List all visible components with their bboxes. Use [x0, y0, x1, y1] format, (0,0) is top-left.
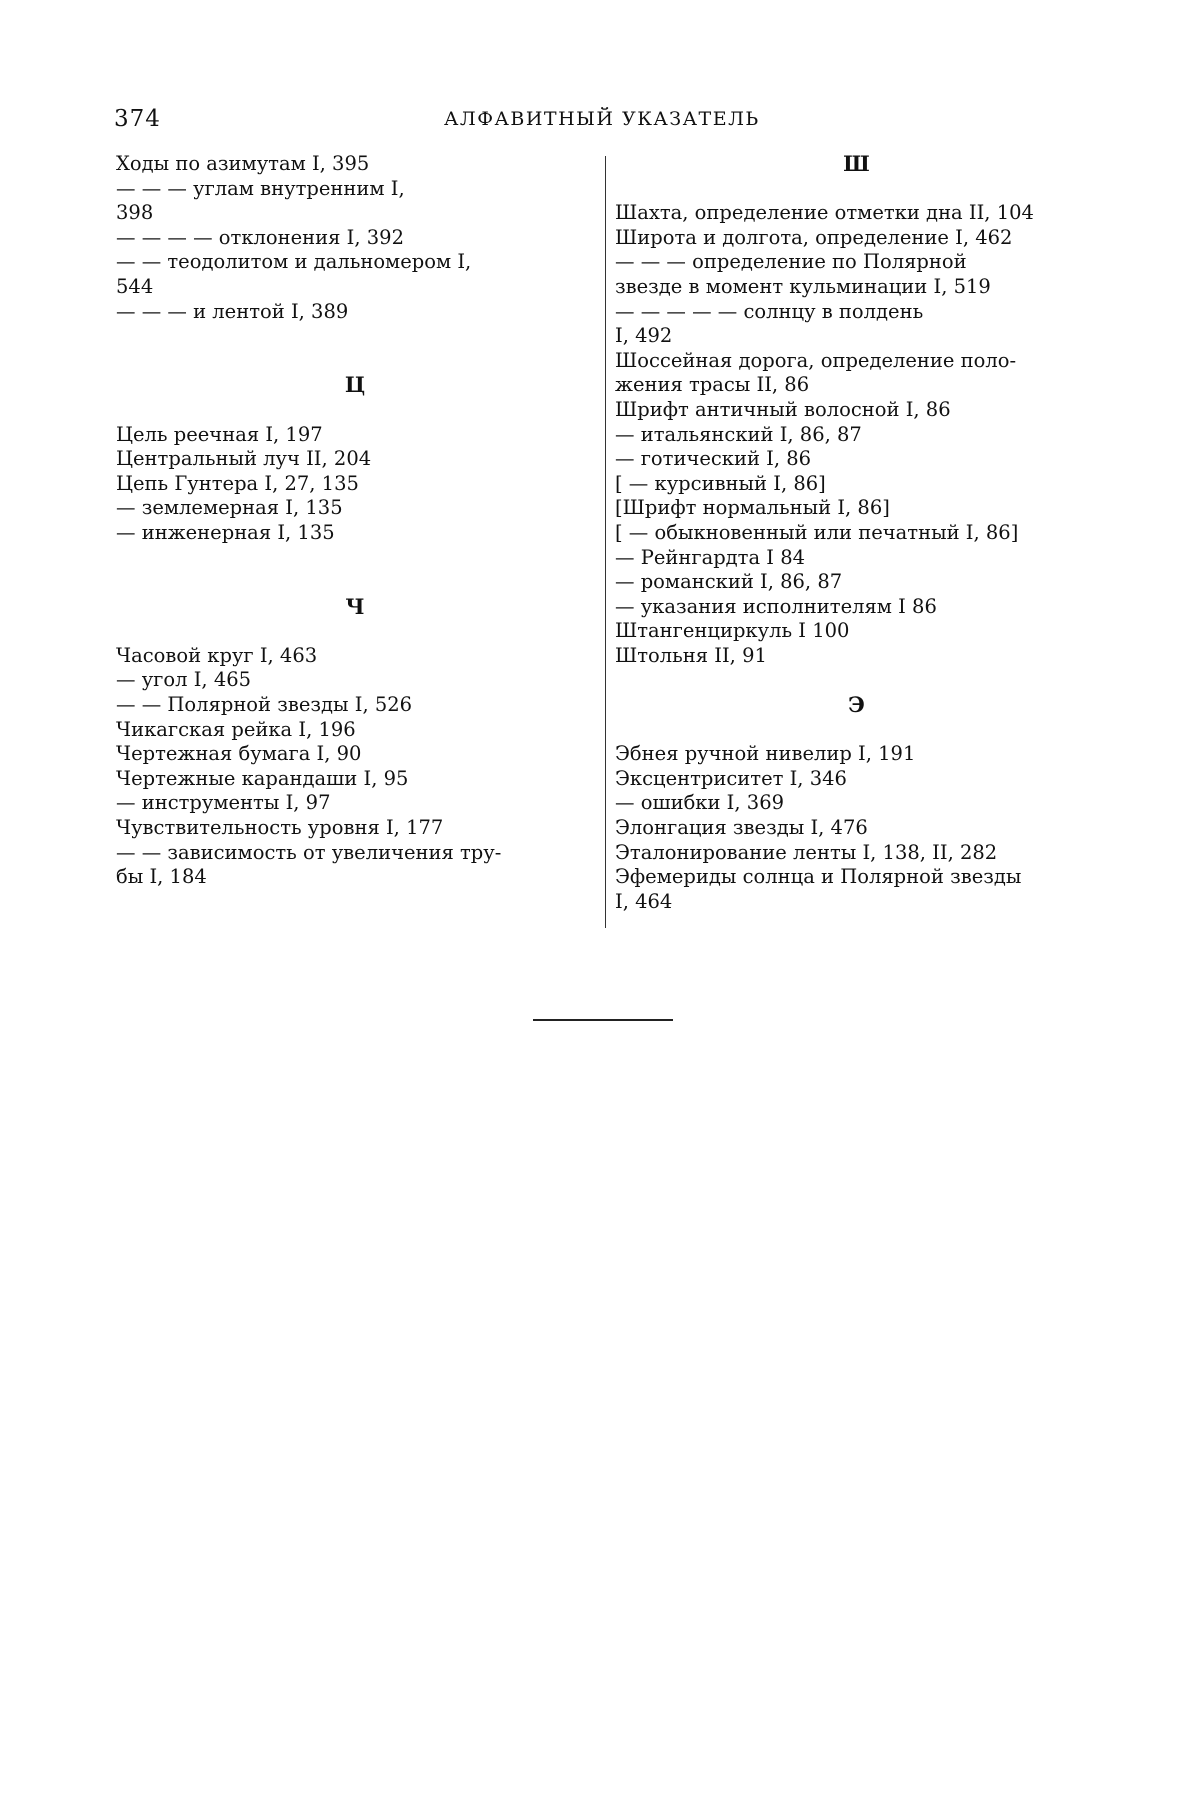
- index-entry: — угол I, 465: [116, 668, 252, 692]
- spacer: [116, 324, 594, 349]
- index-entry: Широта и долгота, определение I, 462: [615, 225, 1013, 249]
- section-letter: Ч: [345, 593, 365, 619]
- index-entry: Часовой круг I, 463: [116, 643, 318, 667]
- index-entry: 398: [116, 201, 154, 225]
- index-entry: I, 492: [615, 324, 673, 348]
- index-entry: звезде в момент кульминации I, 519: [615, 274, 991, 298]
- index-entry: I, 464: [615, 889, 673, 913]
- index-entry: Цепь Гунтера I, 27, 135: [116, 471, 359, 495]
- index-entry: [ — курсивный I, 86]: [615, 471, 826, 495]
- index-entry: — — — и лентой I, 389: [116, 299, 349, 323]
- index-entry: Чикагская рейка I, 196: [116, 717, 356, 741]
- index-entry: — — теодолитом и дальномером I,: [116, 250, 472, 274]
- spacer: [116, 398, 594, 423]
- index-entry: бы I, 184: [116, 865, 207, 889]
- column-divider: [605, 156, 606, 928]
- index-entry: Ходы по азимутам I, 395: [116, 152, 370, 175]
- index-entry: — ошибки I, 369: [615, 791, 785, 815]
- index-entry: жения трасы II, 86: [615, 373, 810, 397]
- page-number: 374: [114, 106, 161, 132]
- index-entry: Штангенциркуль I 100: [615, 619, 850, 643]
- index-entry: Шахта, определение отметки дна II, 104: [615, 201, 1034, 225]
- index-entry: — романский I, 86, 87: [615, 570, 843, 594]
- index-entry: Шрифт античный волосной I, 86: [615, 397, 951, 421]
- spacer: [615, 668, 1098, 693]
- section-letter: Ш: [843, 151, 870, 176]
- index-entry: Чертежные карандаши I, 95: [116, 766, 409, 790]
- index-entry: [Шрифт нормальный I, 86]: [615, 496, 890, 520]
- index-entry: — итальянский I, 86, 87: [615, 422, 862, 446]
- index-entry: — готический I, 86: [615, 447, 812, 471]
- spacer: [116, 619, 594, 644]
- index-entry: Элонгация звезды I, 476: [615, 816, 868, 840]
- index-entry: — — Полярной звезды I, 526: [116, 693, 413, 717]
- spacer: [116, 570, 594, 595]
- spacer: [116, 349, 594, 374]
- index-entry: [ — обыкновенный или печатный I, 86]: [615, 520, 1019, 544]
- spacer: [615, 718, 1098, 743]
- spacer: [615, 177, 1098, 202]
- running-title: АЛФАВИТНЫЙ УКАЗАТЕЛЬ: [444, 108, 760, 130]
- index-entry: Центральный луч II, 204: [116, 447, 372, 471]
- index-entry: — — — — — солнцу в полдень: [615, 299, 924, 323]
- index-entry: — инструменты I, 97: [116, 791, 331, 815]
- index-entry: — инженерная I, 135: [116, 520, 335, 544]
- page-header: [114, 106, 1094, 136]
- index-entry: Эбнея ручной нивелир I, 191: [615, 742, 916, 766]
- index-entry: — Рейнгардта I 84: [615, 545, 806, 569]
- end-rule: [533, 1019, 673, 1021]
- index-entry: Шоссейная дорога, определение поло-: [615, 348, 1017, 372]
- index-entry: Эфемериды солнца и Полярной звезды: [615, 865, 1022, 889]
- index-entry: Цель реечная I, 197: [116, 422, 323, 446]
- index-entry: Эталонирование ленты I, 138, II, 282: [615, 840, 998, 864]
- index-entry: Чувствительность уровня I, 177: [116, 816, 444, 840]
- index-column-right: [615, 152, 1098, 914]
- index-entry: — указания исполнителям I 86: [615, 594, 937, 618]
- index-entry: — землемерная I, 135: [116, 496, 343, 520]
- index-entry: Штольня II, 91: [615, 643, 767, 667]
- index-entry: Эксцентриситет I, 346: [615, 766, 847, 790]
- index-entry: Чертежная бумага I, 90: [116, 742, 362, 766]
- index-entry: — — зависимость от увеличения тру-: [116, 840, 502, 864]
- section-letter: Э: [848, 692, 865, 718]
- index-entry: 544: [116, 274, 154, 298]
- index-entry: — — — определение по Полярной: [615, 250, 967, 274]
- index-entry: — — — углам внутренним I,: [116, 176, 405, 200]
- index-entry: — — — — отклонения I, 392: [116, 225, 404, 249]
- section-letter: Ц: [344, 372, 366, 398]
- index-column-left: [116, 152, 594, 890]
- spacer: [116, 546, 594, 571]
